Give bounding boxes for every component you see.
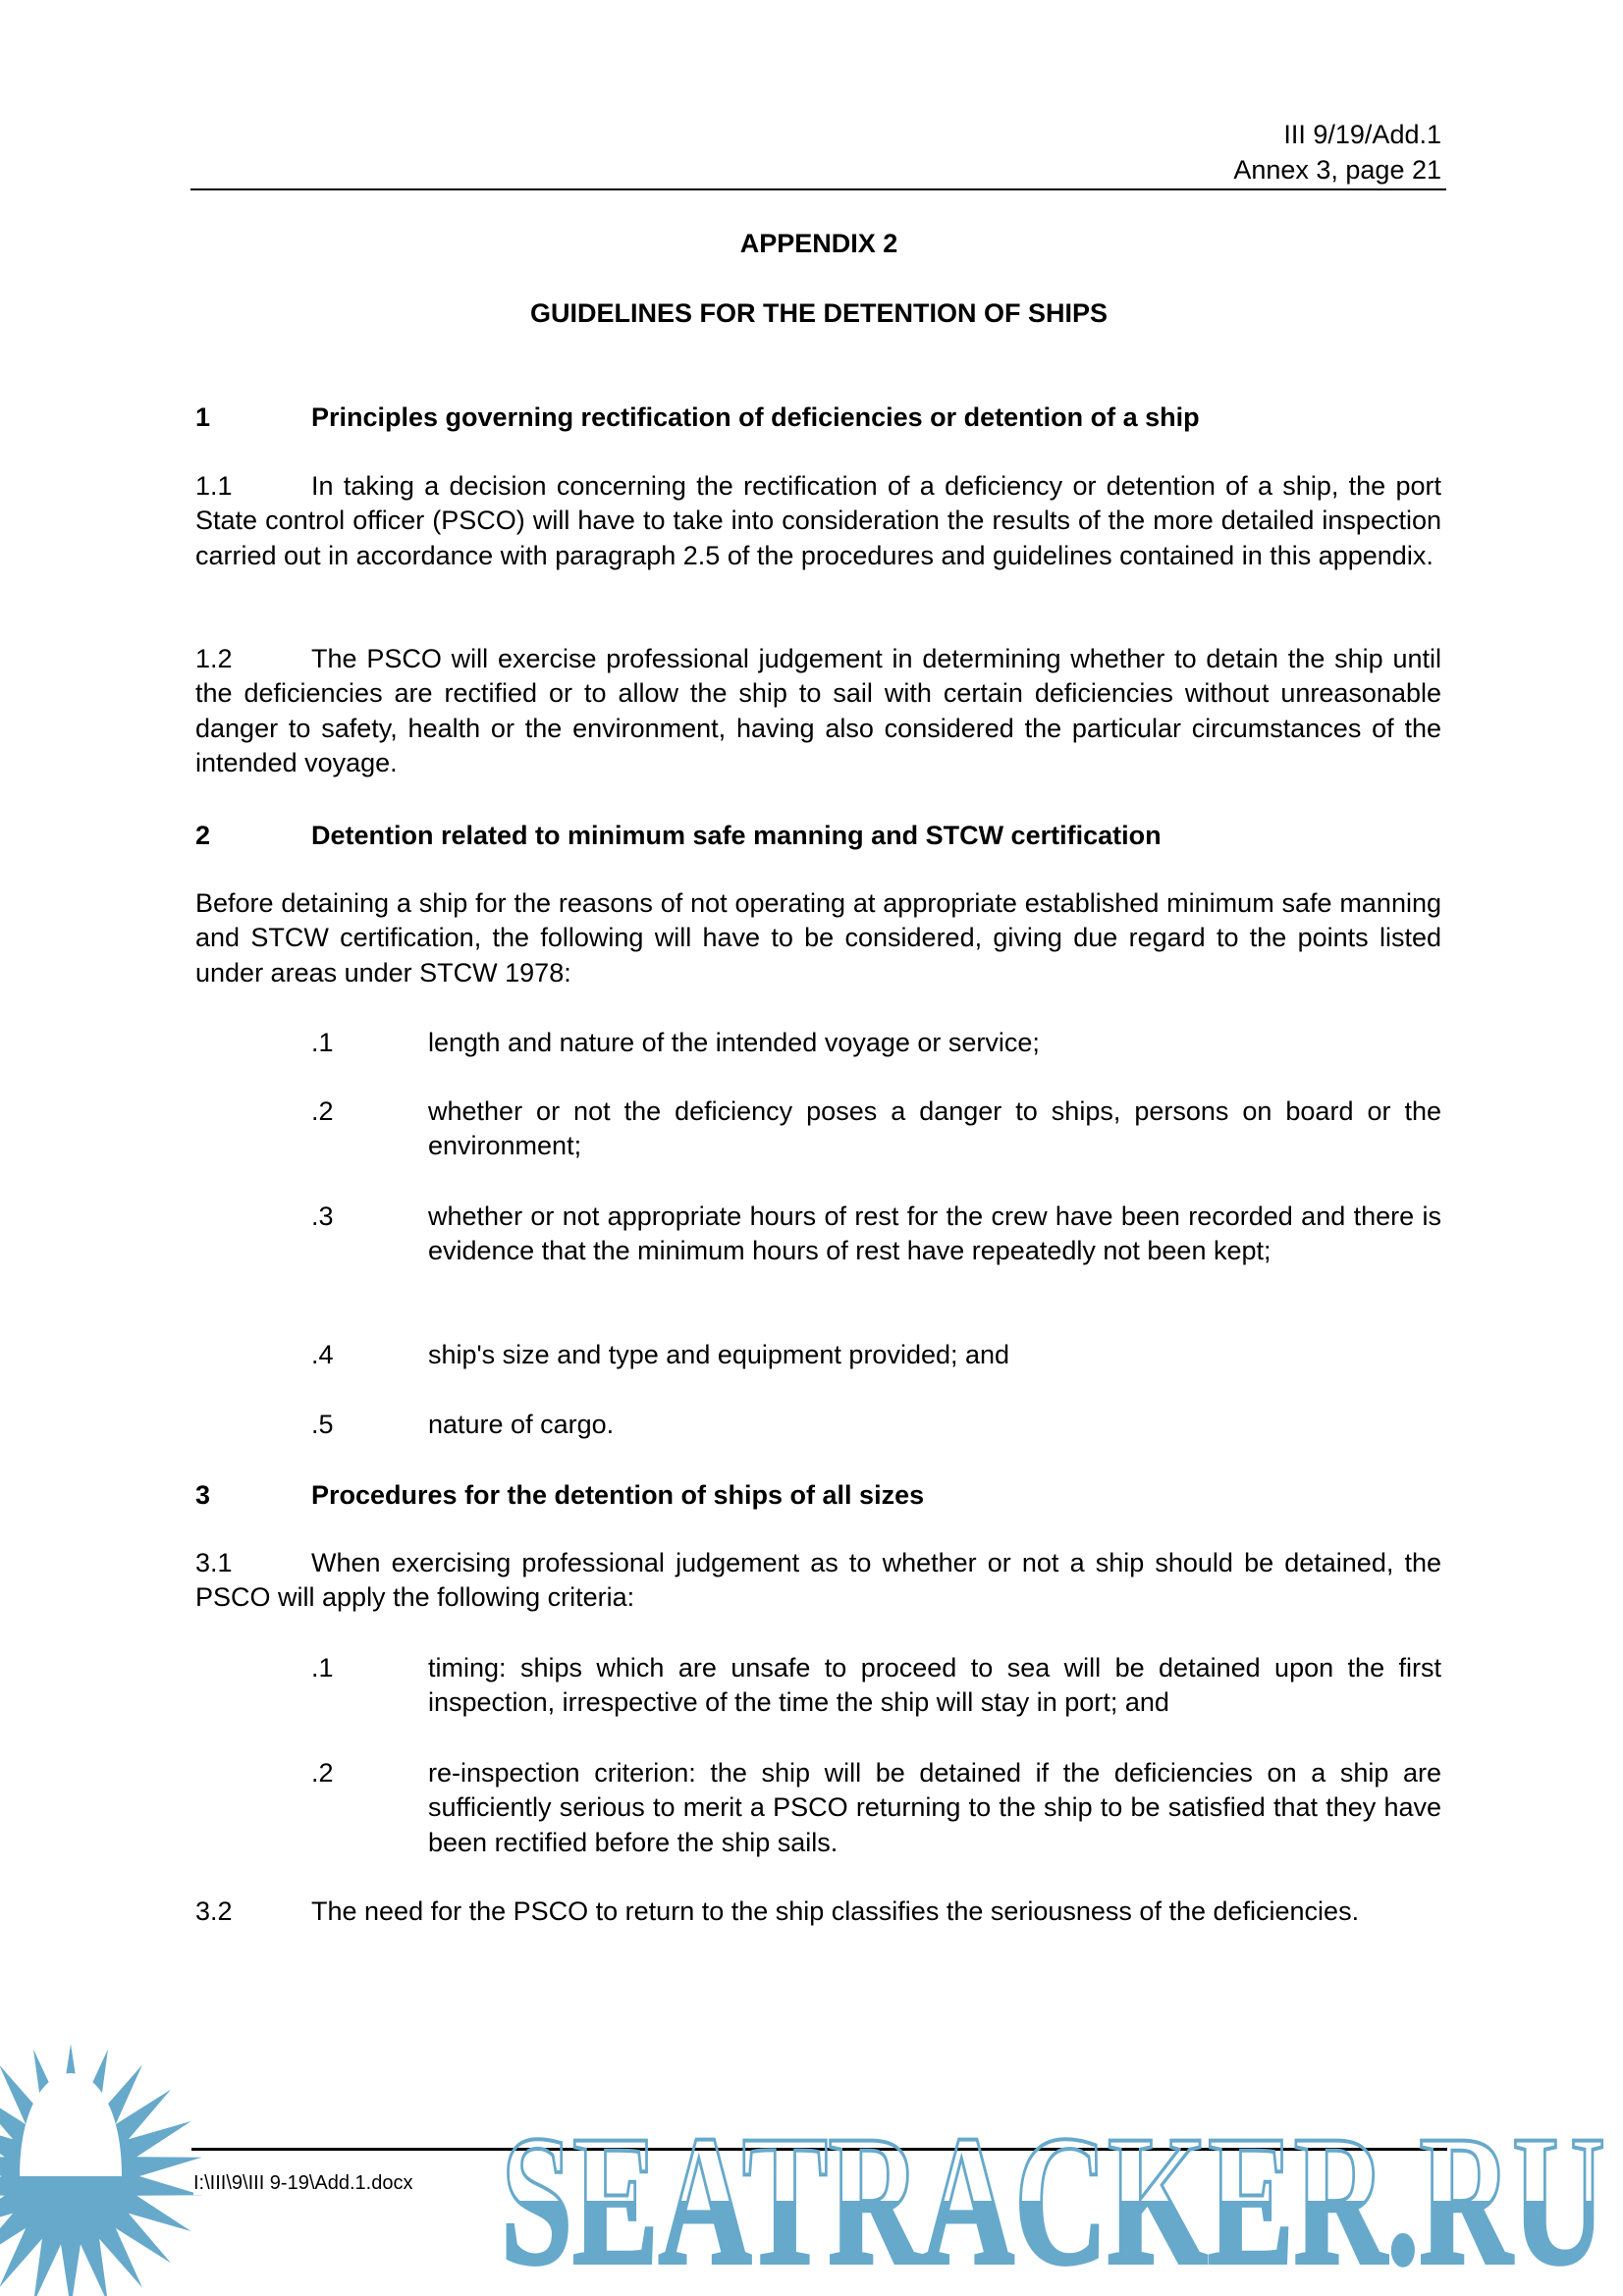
list-item: .5 nature of cargo. <box>311 1410 615 1439</box>
paragraph-1-2: 1.2 The PSCO will exercise professional judgement in determining whether to detain the ship until the deficiencies are rectified or to allow the ship to sail with certain deficiencies without unreasonable danger to safety, health or the environment, having also considered the particular circumstances of the intended voyage. <box>195 644 1441 777</box>
page-reference: Annex 3, page 21 <box>1233 155 1441 185</box>
doc-reference: III 9/19/Add.1 <box>1283 120 1441 149</box>
header-rule <box>190 188 1446 190</box>
paragraph-2: Before detaining a ship for the reasons of not operating at appropriate established minimum safe manning and STCW certification, the following will have to be considered, giving due regard to the points listed under areas under STCW 1978: <box>195 888 1441 988</box>
list-item: .2 whether or not the deficiency poses a danger to ships, persons on board or the environment; <box>311 1096 1441 1161</box>
paragraph-3-1: 3.1 When exercising professional judgement as to whether or not a ship should be detained, the PSCO will apply the following criteria: <box>195 1548 1441 1613</box>
paragraph-3-2: 3.2 The need for the PSCO to return to the ship classifies the seriousness of the deficiencies. <box>195 1896 1360 1926</box>
list-item: .3 whether or not appropriate hours of rest for the crew have been recorded and there is evidence that the minimum hours of rest have repeatedly not been kept; <box>311 1201 1441 1266</box>
sun-dome <box>20 2073 122 2176</box>
footer-file-path: I:\III\9\III 9-19\Add.1.docx <box>193 2172 413 2194</box>
main-title: GUIDELINES FOR THE DETENTION OF SHIPS <box>529 298 1109 328</box>
list-item: .4 ship's size and type and equipment provided; and <box>311 1340 1010 1369</box>
section-heading-3: 3 Procedures for the detention of ships of all sizes <box>195 1480 925 1510</box>
watermark-text: SEATRACKER.RU <box>501 2098 1605 2296</box>
list-item: .2 re-inspection criterion: the ship will be detained if the deficiencies on a ship are sufficiently serious to merit a PSCO returning to the ship to be satisfied that they have been rectified before the ship sails. <box>311 1758 1441 1857</box>
paragraph-1-1: 1.1 In taking a decision concerning the rectification of a deficiency or detention of a ship, the port State control officer (PSCO) will have to take into consideration the results of the more detailed inspection carried out in accordance with paragraph 2.5 of the procedures and guidelines contained in this appendix. <box>195 471 1441 570</box>
watermark <box>0 2042 1623 2296</box>
section-heading-1: 1 Principles governing rectification of deficiencies or detention of a ship <box>195 402 1200 432</box>
section-heading-2: 2 Detention related to minimum safe manning and STCW certification <box>195 821 1162 850</box>
list-item: .1 length and nature of the intended voyage or service; <box>311 1028 1040 1057</box>
appendix-title: APPENDIX 2 <box>739 229 898 258</box>
list-item: .1 timing: ships which are unsafe to proceed to sea will be detained upon the first inspection, irrespective of the time the ship will stay in port; and <box>311 1653 1441 1718</box>
